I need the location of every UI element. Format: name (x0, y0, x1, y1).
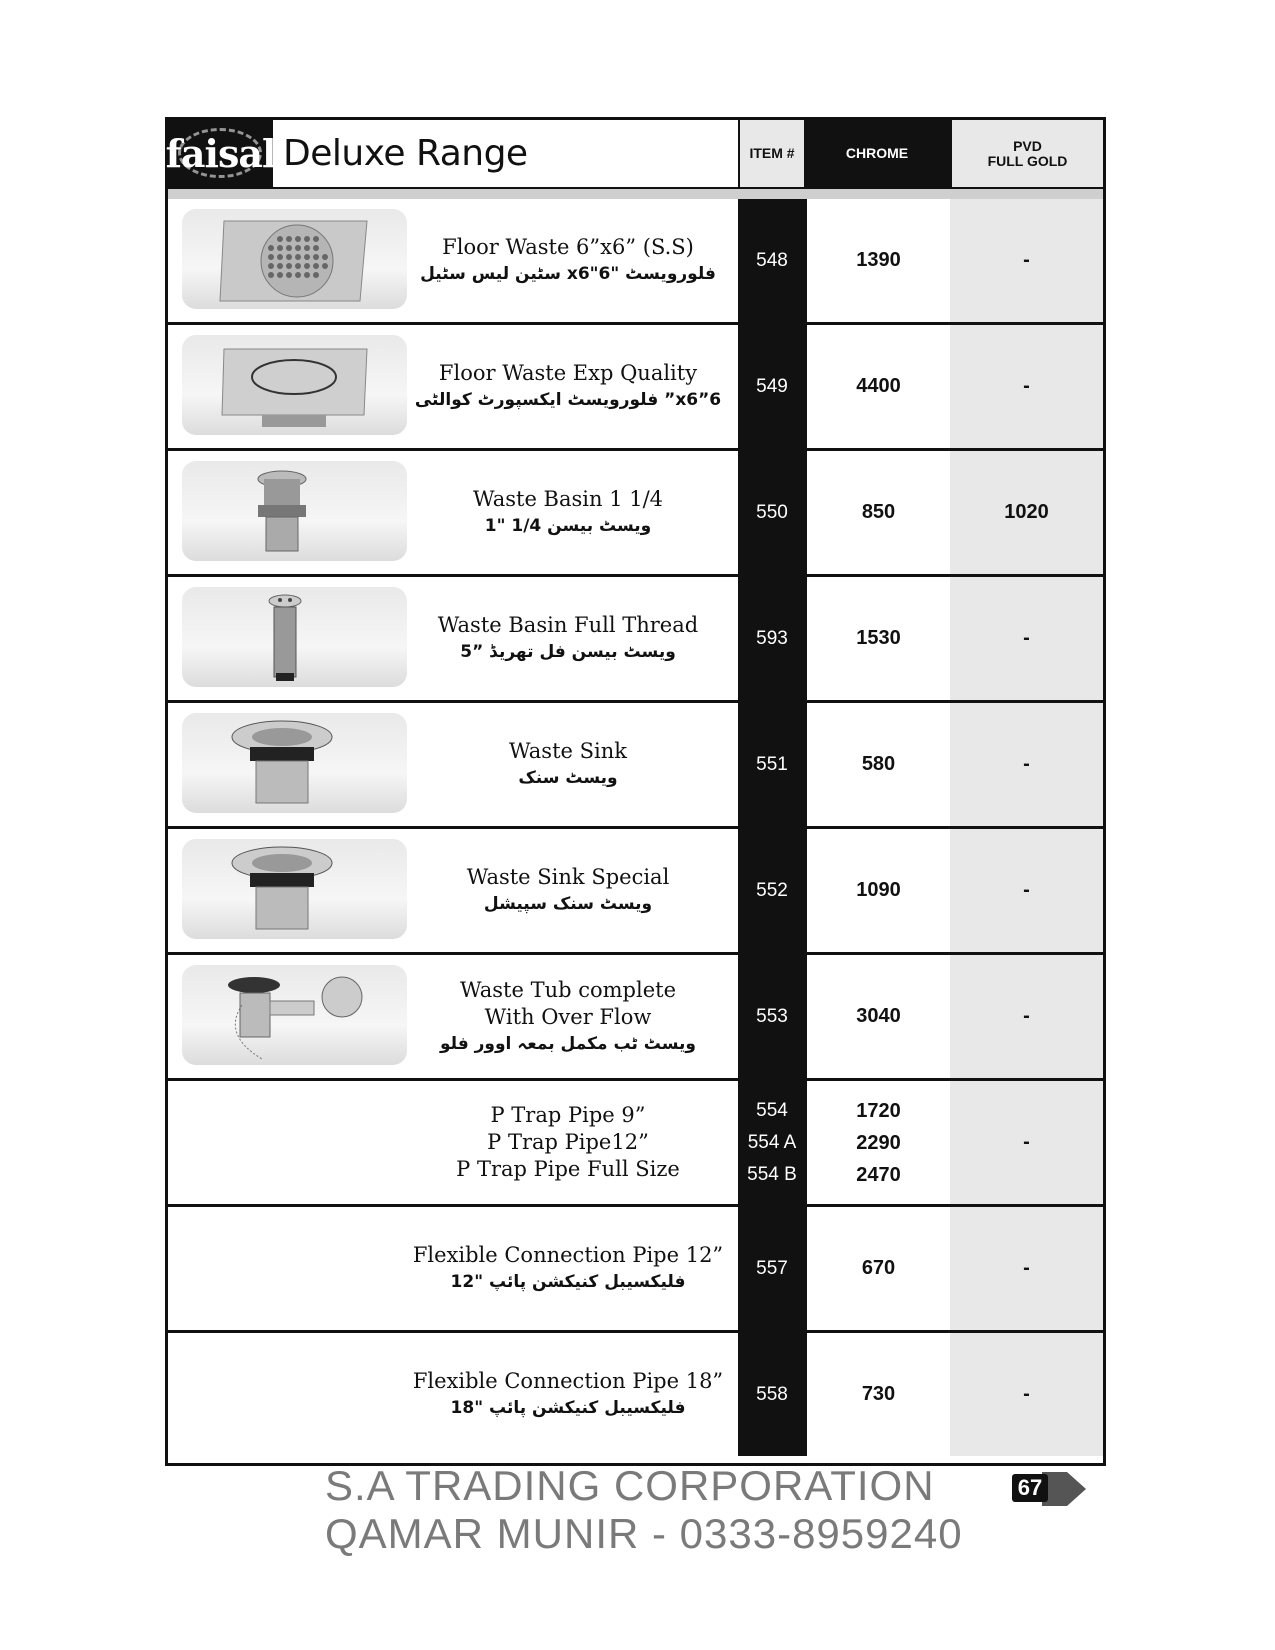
page-title: Deluxe Range (283, 133, 528, 174)
gold-price: - (950, 955, 1103, 1078)
table-row (168, 952, 1103, 1078)
gold-price: - (950, 703, 1103, 826)
product-photo (182, 335, 407, 435)
column-header-gold-line2: FULL GOLD (987, 152, 1068, 169)
product-description (403, 1333, 733, 1456)
product-name-urdu: ویسٹ سنک (518, 768, 618, 788)
table-row (168, 1078, 1103, 1204)
chrome-price-cell (804, 451, 950, 574)
table-row (168, 574, 1103, 700)
chrome-price: 4400 (856, 375, 901, 397)
item-number-cell (738, 955, 804, 1078)
item-number: 548 (756, 249, 788, 271)
item-number-cell (738, 703, 804, 826)
table-row (168, 199, 1103, 322)
product-name: P Trap Pipe 9” (490, 1103, 646, 1127)
column-header-chrome: CHROME (804, 120, 950, 187)
gold-price: - (950, 325, 1103, 448)
product-name-urdu: ویسٹ بیسن فل تھریڈ ”5 (460, 642, 676, 662)
logo-text: faisal (165, 131, 276, 176)
item-number: 549 (756, 375, 788, 397)
product-description (403, 1081, 733, 1204)
product-name-urdu: فلیکسیبل کنیکشن پائپ "18 (450, 1398, 686, 1418)
product-name: P Trap Pipe12” (487, 1130, 649, 1154)
product-description (403, 577, 733, 700)
item-number-cell (738, 199, 804, 322)
item-number: 550 (756, 501, 788, 523)
faisal-logo (165, 120, 276, 187)
column-header-gold (950, 120, 1103, 187)
chrome-price-cell (804, 955, 950, 1078)
product-name: Waste Sink (509, 739, 627, 763)
table-row (168, 826, 1103, 952)
chrome-price-cell (804, 577, 950, 700)
product-description (403, 325, 733, 448)
item-number: 554 A (747, 1131, 797, 1153)
item-number-cell (738, 1333, 804, 1456)
product-description (403, 829, 733, 952)
table-header (165, 120, 1103, 187)
item-number: 558 (756, 1383, 788, 1405)
product-name-urdu: فلورویسٹ "6"x6 سٹین لیس سٹیل (420, 264, 716, 284)
table-row (168, 700, 1103, 826)
chrome-price: 670 (861, 1257, 896, 1279)
product-name: Flexible Connection Pipe 18” (412, 1369, 724, 1393)
gold-price: - (950, 199, 1103, 322)
item-number: 553 (756, 1005, 788, 1027)
product-name: Flexible Connection Pipe 12” (412, 1243, 724, 1267)
product-name-urdu: 6”x6” فلورویسٹ ایکسپورٹ کوالٹی (414, 390, 722, 410)
product-photo (182, 839, 407, 939)
product-name: With Over Flow (484, 1004, 652, 1029)
gold-price: - (950, 1333, 1103, 1456)
item-number-cell (738, 1081, 804, 1204)
product-photo (182, 209, 407, 309)
product-name: Floor Waste 6”x6” (S.S) (442, 235, 694, 259)
gold-price: 1020 (950, 451, 1103, 574)
gold-price: - (950, 829, 1103, 952)
table-row (168, 322, 1103, 448)
item-number: 552 (756, 879, 788, 901)
page-number: 67 (1012, 1474, 1048, 1502)
product-photo (182, 461, 407, 561)
item-number: 593 (756, 627, 788, 649)
item-number-cell (738, 1207, 804, 1330)
item-number: 557 (756, 1257, 788, 1279)
item-number-cell (738, 325, 804, 448)
product-name: Waste Basin 1 1/4 (472, 487, 664, 511)
chrome-price-cell (804, 325, 950, 448)
table-row (168, 1204, 1103, 1330)
product-rows (168, 199, 1103, 1456)
product-name: Waste Basin Full Thread (437, 613, 699, 637)
table-row (168, 1330, 1103, 1456)
chrome-price-cell (804, 1333, 950, 1456)
product-name-urdu: فلیکسیبل کنیکشن پائپ "12 (450, 1272, 686, 1292)
header-divider (168, 187, 1103, 199)
chrome-price: 2470 (856, 1163, 901, 1186)
chrome-price-cell (804, 1207, 950, 1330)
gold-price: - (950, 1081, 1103, 1204)
chrome-price: 730 (861, 1383, 896, 1405)
item-number: 554 (756, 1099, 788, 1121)
item-number-cell (738, 451, 804, 574)
product-description (403, 1207, 733, 1330)
product-name-urdu: ویسٹ ٹب مکمل بمعہ اوور فلو (439, 1033, 696, 1054)
chrome-price-cell (804, 703, 950, 826)
page-indicator (1012, 1466, 1090, 1512)
price-sheet (165, 117, 1106, 1466)
column-header-item: ITEM # (738, 120, 804, 187)
chrome-price-cell (804, 829, 950, 952)
product-name-urdu: ویسٹ سنک سپیشل (483, 894, 653, 914)
footer-contact: QAMAR MUNIR - 0333-8959240 (325, 1510, 963, 1557)
product-photo (182, 965, 407, 1065)
chrome-price: 850 (861, 501, 896, 523)
chrome-price: 1530 (856, 627, 901, 649)
item-number-cell (738, 577, 804, 700)
chrome-price: 1390 (856, 249, 901, 271)
chrome-price: 1720 (856, 1099, 901, 1122)
chrome-price: 1090 (856, 879, 901, 901)
footer-company: S.A TRADING CORPORATION (325, 1462, 935, 1509)
product-description (403, 199, 733, 322)
product-name: Waste Tub complete (459, 977, 677, 1002)
gold-price: - (950, 1207, 1103, 1330)
column-header-gold-line1: PVD (1013, 137, 1042, 154)
product-description (403, 703, 733, 826)
item-number: 554 B (747, 1163, 797, 1185)
item-number: 551 (756, 753, 788, 775)
chrome-price: 580 (861, 753, 896, 775)
product-name: Floor Waste Exp Quality (438, 361, 698, 385)
product-photo (182, 587, 407, 687)
chrome-price-cell (804, 1081, 950, 1204)
chrome-price-cell (804, 199, 950, 322)
product-name-urdu: ویسٹ بیسن 1/4 "1 (484, 516, 652, 536)
product-description (403, 451, 733, 574)
chrome-price: 2290 (856, 1131, 901, 1154)
table-row (168, 448, 1103, 574)
product-photo (182, 713, 407, 813)
product-description (403, 955, 733, 1078)
product-name: P Trap Pipe Full Size (456, 1157, 680, 1181)
item-number-cell (738, 829, 804, 952)
chrome-price: 3040 (856, 1005, 901, 1027)
gold-price: - (950, 577, 1103, 700)
product-name: Waste Sink Special (466, 865, 670, 889)
